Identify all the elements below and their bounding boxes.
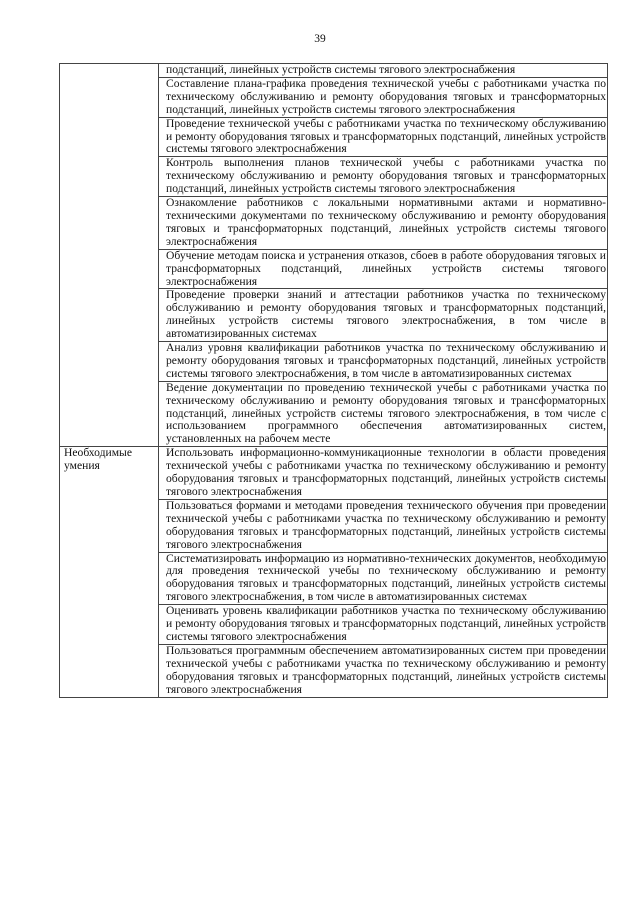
labor-action-item: Проведение проверки знаний и аттестации работников участка по техническому обслуживанию и ремонту оборудования тяговых и трансформаторных подстанций, линейных устройств системы тягового электроснабжения, в том числе в автоматизированных системах <box>159 289 608 342</box>
label-cell-empty <box>60 64 159 447</box>
skill-item: Пользоваться формами и методами проведения технического обучения при проведении технической учебы с работниками участка по техническому обслуживанию и ремонту оборудования тяговых и трансформаторных подстанций, линейных устройств системы тягового электроснабжения <box>159 499 608 552</box>
labor-action-item: Анализ уровня квалификации работников участка по техническому обслуживанию и ремонту оборудования тяговых и трансформаторных подстанций, линейных устройств системы тягового электроснабжения, в том числе в автоматизированных системах <box>159 342 608 382</box>
skill-item: Использовать информационно-коммуникационные технологии в области проведения технической учебы с работниками участка по техническому обслуживанию и ремонту оборудования тяговых и трансформаторных подстанций, линейных устройств системы тягового электроснабжения <box>159 447 608 500</box>
labor-action-item: Контроль выполнения планов технической учебы с работниками участка по техническому обслуживанию и ремонту оборудования тяговых и трансформаторных подстанций, линейных устройств системы тягового электроснабжения <box>159 157 608 197</box>
skill-item: Пользоваться программным обеспечением автоматизированных систем при проведении технической учебы с работниками участка по техническому обслуживанию и ремонту оборудования тяговых и трансформаторных подстанций, линейных устройств системы тягового электроснабжения <box>159 644 608 697</box>
table-row <box>60 447 608 500</box>
labor-action-item: Составление плана-графика проведения технической учебы с работниками участка по техническому обслуживанию и ремонту оборудования тяговых и трансформаторных подстанций, линейных устройств системы тягового электроснабжения <box>159 77 608 117</box>
labor-action-item: Ознакомление работников с локальными нормативными актами и нормативно-техническими документами по техническому обслуживанию и ремонту оборудования тяговых и трансформаторных подстанций, линейных устройств системы тягового электроснабжения <box>159 197 608 250</box>
labor-action-item: Ведение документации по проведению технической учебы с работниками участка по техническому обслуживанию и ремонту оборудования тяговых и трансформаторных подстанций, линейных устройств системы тягового электроснабжения, в том числе с использованием программного обеспечения автоматизированных систем, установленных на рабочем месте <box>159 381 608 447</box>
table-row <box>60 64 608 78</box>
page-number: 39 <box>314 33 326 45</box>
skills-label: Необходимые умения <box>60 447 159 697</box>
labor-action-item: Проведение технической учебы с работниками участка по техническому обслуживанию и ремонту оборудования тяговых и трансформаторных подстанций, линейных устройств системы тягового электроснабжения <box>159 117 608 157</box>
skill-item: Систематизировать информацию из нормативно-технических документов, необходимую для проведения технической учебы по техническому обслуживанию и ремонту оборудования тяговых и трансформаторных подстанций, линейных устройств системы тягового электроснабжения, в том числе в автоматизированных системах <box>159 552 608 605</box>
labor-action-item: Обучение методам поиска и устранения отказов, сбоев в работе оборудования тяговых и трансформаторных подстанций, линейных устройств системы тягового электроснабжения <box>159 249 608 289</box>
competency-table <box>59 63 608 698</box>
skill-item: Оценивать уровень квалификации работников участка по техническому обслуживанию и ремонту оборудования тяговых и трансформаторных подстанций, линейных устройств системы тягового электроснабжения <box>159 605 608 645</box>
continuation-line: подстанций, линейных устройств системы тягового электроснабжения <box>159 64 608 78</box>
